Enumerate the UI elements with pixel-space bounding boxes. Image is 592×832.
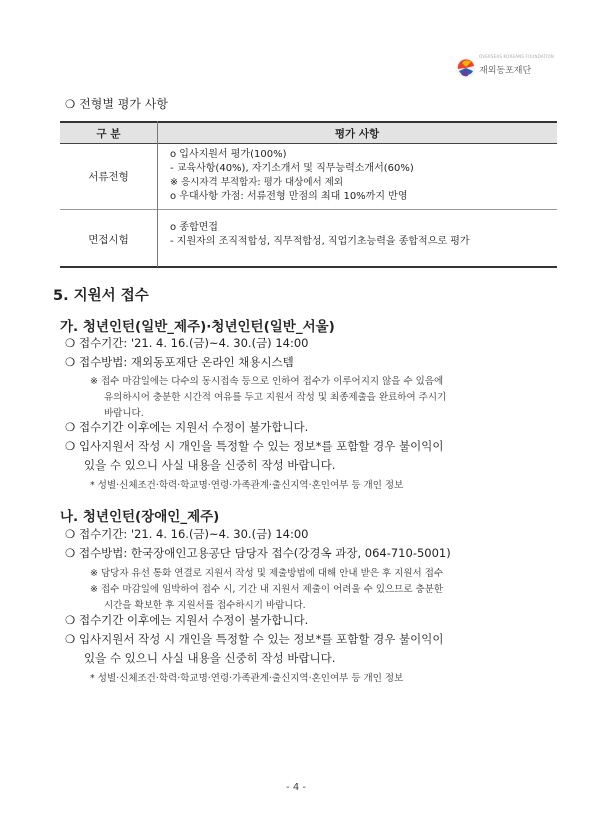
- footnote: * 성별·신체조건·학력·학교명·연령·가족관계·출신지역·혼인여부 등 개인 정보: [90, 480, 404, 491]
- list-item: ❍ 입사지원서 작성 시 개인을 특정할 수 있는 정보*를 포함할 경우 불이익이: [65, 439, 444, 453]
- criteria-line: o 입사지원서 평가(100%): [170, 149, 287, 160]
- note-line: ※ 접수 마감일에는 다수의 동시접속 등으로 인하여 접수가 이루어지지 않을 수 있음에: [90, 376, 444, 387]
- logo-name: 재외동포재단: [479, 66, 532, 76]
- table-header-criteria: 평가 사항: [334, 128, 380, 140]
- interview-criteria: [170, 221, 470, 249]
- ring-bullet-icon: ❍: [65, 336, 76, 350]
- list-item: ❍ 접수기간: '21. 4. 16.(금)~4. 30.(금) 14:00: [65, 336, 309, 350]
- foundation-logo-icon: [455, 57, 477, 79]
- section-5-title: 5. 지원서 접수: [53, 288, 149, 304]
- list-item: ❍ 접수방법: 한국장애인고용공단 담당자 접수(강경옥 과장, 064-710-5001): [65, 546, 451, 560]
- criteria-line: o 우대사항 가점: 서류전형 만점의 최대 10%까지 반영: [170, 191, 408, 202]
- row-label-interview: 면접시험: [88, 234, 129, 246]
- document-screening-criteria: [170, 148, 414, 204]
- list-item-continuation: 있을 수 있으니 사실 내용을 신중히 작성 바랍니다.: [84, 651, 336, 665]
- list-item: ❍ 접수기간 이후에는 지원서 수정이 불가합니다.: [65, 420, 309, 434]
- note-line: ※ 접수 마감일에 임박하여 접수 시, 기간 내 지원서 제출이 어려울 수 있으므로 충분한: [90, 584, 444, 595]
- table-bottom-border: [60, 266, 557, 268]
- ring-bullet-icon: ❍: [65, 439, 76, 453]
- ring-bullet-icon: ❍: [65, 632, 76, 646]
- eval-heading: [65, 95, 168, 112]
- ring-bullet-icon: ❍: [65, 546, 76, 560]
- list-item: ❍ 접수방법: 재외동포재단 온라인 채용시스템: [65, 355, 294, 369]
- note-line: 시간을 확보한 후 지원서를 접수하시기 바랍니다.: [104, 600, 306, 611]
- logo-tagline: OVERSEAS KOREANS FOUNDATION: [479, 54, 555, 59]
- part-b-title: 나. 청년인턴(장애인_제주): [60, 509, 220, 525]
- footnote: * 성별·신체조건·학력·학교명·연령·가족관계·출신지역·혼인여부 등 개인 정보: [90, 673, 404, 684]
- eval-heading-text: 전형별 평가 사항: [79, 97, 168, 111]
- list-item-continuation: 있을 수 있으니 사실 내용을 신중히 작성 바랍니다.: [84, 458, 336, 472]
- part-a-title: 가. 청년인턴(일반_제주)·청년인턴(일반_서울): [60, 319, 335, 335]
- table-column-divider: [157, 121, 158, 267]
- ring-bullet-icon: ❍: [65, 613, 76, 627]
- ring-bullet-icon: ❍: [65, 97, 76, 111]
- foundation-logo: [455, 52, 555, 86]
- evaluation-table: [60, 121, 557, 267]
- row-label-document-screening: 서류전형: [88, 171, 129, 183]
- table-top-border: [60, 121, 557, 123]
- ring-bullet-icon: ❍: [65, 355, 76, 369]
- table-header-divider: [60, 143, 557, 144]
- ring-bullet-icon: ❍: [65, 420, 76, 434]
- criteria-line: o 종합면접: [170, 222, 218, 233]
- ring-bullet-icon: ❍: [65, 527, 76, 541]
- note-line: ※ 담당자 유선 통화 연결로 지원서 작성 및 제출방법에 대해 안내 받은 후 지원서 접수: [90, 568, 444, 579]
- note-line: 유의하시어 충분한 시간적 여유를 두고 지원서 작성 및 최종제출을 완료하여 주시기: [104, 392, 447, 403]
- criteria-line: - 교육사항(40%), 자기소개서 및 직무능력소개서(60%): [170, 163, 414, 174]
- page-number: - 4 -: [286, 782, 306, 793]
- list-item: ❍ 접수기간 이후에는 지원서 수정이 불가합니다.: [65, 613, 309, 627]
- table-row-divider: [60, 209, 557, 210]
- criteria-line: - 지원자의 조직적합성, 직무적합성, 직업기초능력을 종합적으로 평가: [170, 236, 470, 247]
- list-item: ❍ 접수기간: '21. 4. 16.(금)~4. 30.(금) 14:00: [65, 527, 309, 541]
- note-line: 바랍니다.: [104, 408, 144, 419]
- table-header-category: 구 분: [96, 128, 121, 140]
- criteria-line: ※ 응시자격 부적합자: 평가 대상에서 제외: [170, 177, 344, 188]
- list-item: ❍ 입사지원서 작성 시 개인을 특정할 수 있는 정보*를 포함할 경우 불이익이: [65, 632, 444, 646]
